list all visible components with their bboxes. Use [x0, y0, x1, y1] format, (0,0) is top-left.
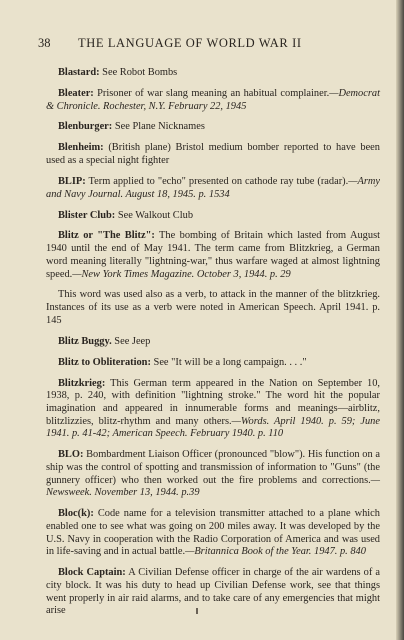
entry-term: Blitz or "The Blitz":	[58, 230, 155, 242]
entry-term: BLIP:	[58, 175, 86, 187]
entry-source: —Army and Navy Journal. August 18, 1945. p. 1534	[46, 175, 380, 200]
entry-blastard	[46, 67, 380, 80]
ink-mark	[196, 608, 198, 614]
entry-bleater	[46, 88, 380, 113]
entry-text: See "It will be a long campaign. . . ."	[150, 356, 307, 368]
entry-blip	[46, 176, 380, 201]
entry-term: Blitz Buggy.	[58, 335, 112, 347]
entry-term: Bloc(k):	[58, 508, 94, 520]
entry-term: Blastard:	[58, 67, 100, 78]
entry-text: This German term appeared in the Nation on September 10, 1938, p. 240, with definition "lightning stroke." The word hit the popular imagination and appeared in innumerable forms and meanings—airblitz, blitzlizzies, blitz-rhythm and many others.	[46, 377, 380, 427]
entry-term: BLO:	[58, 449, 84, 461]
entry-term: Blenburger:	[58, 121, 113, 133]
entry-text: See Plane Nicknames	[112, 121, 205, 133]
entry-blitz-verb	[46, 289, 380, 327]
entry-term: Blitz to Obliteration:	[58, 356, 151, 368]
entry-text: The bombing of Britain which lasted from August 1940 until the end of May 1941. The term came from Blitzkrieg, a German word meaning literally "lightning-war," thus warfare waged at almost lightning speed.	[46, 230, 380, 280]
entry-bloc-k	[46, 508, 380, 559]
entry-source: —Democrat & Chronicle. Rochester, N.Y. February 22, 1945	[46, 87, 380, 112]
dictionary-entries	[46, 67, 380, 626]
entry-blitz	[46, 230, 380, 281]
entry-source: —Words. April 1940. p. 59; June 1941. p. 41-42; American Speech. February 1940. p. 110	[46, 415, 380, 440]
entry-term: Blenheim:	[58, 142, 104, 154]
entry-blenburger	[46, 121, 380, 134]
entry-block-captain	[46, 567, 380, 618]
entry-blister-club	[46, 210, 380, 223]
entry-term: Bleater:	[58, 87, 94, 99]
page-edge-shadow	[396, 0, 404, 640]
entry-text: See Jeep	[111, 335, 151, 347]
entry-source: —Britannica Book of the Year. 1947. p. 840	[185, 546, 366, 558]
entry-source: —Newsweek. November 13, 1944. p.39	[46, 474, 380, 499]
entry-text: A Civilian Defense officer in charge of the air wardens of a city block. It was his duty to head up Civilian Defense work, see that things went properly in air raid alarms, and to take care of any emergencies that might arise	[46, 567, 381, 617]
entry-blitz-to-obliteration	[46, 357, 380, 370]
entry-blenheim	[46, 142, 380, 167]
running-title: THE LANGUAGE OF WORLD WAR II	[78, 36, 302, 50]
entry-text: Code name for a television transmitter attached to a plane which enabled one to see what was going on 200 miles away. It was developed by the U.S. Navy in cooperation with the Radio Corporation of America and was used in life-saving and in actual battle.	[46, 508, 380, 558]
entry-text: Prisoner of war slang meaning an habitual complainer.	[93, 87, 330, 99]
page-number: 38	[38, 36, 51, 50]
entry-term: Blitzkrieg:	[58, 377, 106, 389]
entry-text: Term applied to "echo" presented on cathode ray tube (radar).	[85, 175, 349, 187]
entry-text: This word was used also as a verb, to attack in the manner of the blitzkrieg. Instances of its use as a verb were noted in American Speech. April 1941. p. 145	[46, 289, 380, 326]
entry-blitz-buggy	[46, 336, 380, 349]
entry-text: (British plane) Bristol medium bomber reported to have been used as a special night fighter	[46, 142, 380, 167]
entry-term: Blister Club:	[58, 209, 116, 221]
entry-text: See Robot Bombs	[99, 67, 178, 78]
entry-term: Block Captain:	[58, 567, 126, 579]
page-header	[38, 36, 380, 52]
entry-text: Bombardment Liaison Officer (pronounced "blow"). His function on a ship was the control of spotting and transmission of information to "Guns" (the gunnery officer) who then worked out the fire problems and corrections.	[46, 449, 380, 486]
entry-blitzkrieg	[46, 378, 380, 442]
entry-source: —New York Times Magazine. October 3, 1944. p. 29	[72, 268, 291, 280]
entry-text: See Walkout Club	[115, 209, 194, 221]
entry-blo	[46, 449, 380, 500]
